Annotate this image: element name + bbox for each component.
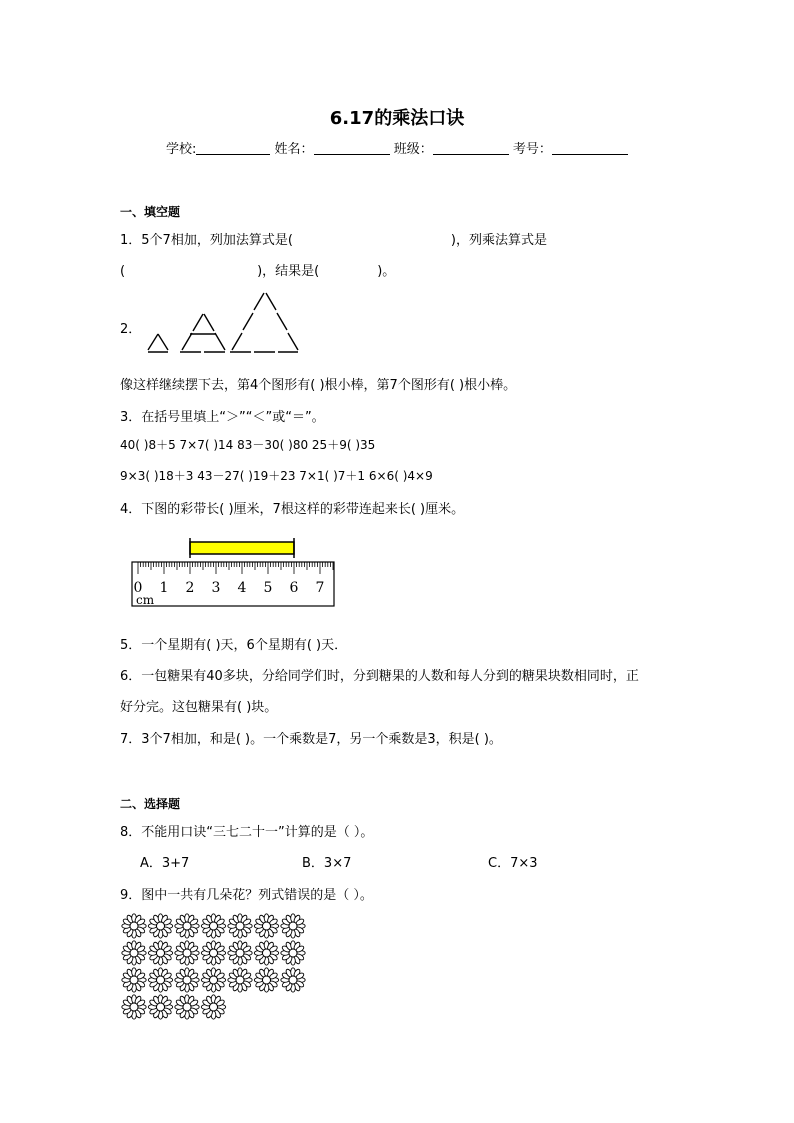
flower-icon — [122, 968, 146, 992]
ruler-number: 4 — [237, 580, 247, 596]
school-blank[interactable] — [196, 140, 270, 155]
ruler-number: 3 — [211, 580, 221, 596]
name-label: 姓名： — [274, 142, 314, 157]
q8-option-b[interactable]: B．3×7 — [302, 856, 352, 871]
flower-icon — [201, 968, 225, 992]
flower-icon — [201, 995, 225, 1019]
flower-icon — [175, 995, 199, 1019]
question-3-row-1: 40( )8＋5 7×7( )14 83－30( )80 25＋9( )35 — [120, 438, 376, 452]
flower-icon — [148, 995, 172, 1019]
ruler-number: 5 — [263, 580, 273, 596]
q1-text-d: )，结果是( — [257, 264, 320, 279]
ruler-number: 6 — [289, 580, 299, 596]
flower-icon — [228, 968, 252, 992]
flower-icon — [175, 914, 199, 938]
question-1-line-2 — [120, 260, 395, 279]
ruler-number: 1 — [159, 580, 169, 596]
student-info — [166, 138, 628, 157]
flower-icon — [148, 968, 172, 992]
question-4-text: 4．下图的彩带长( )厘米，7根这样的彩带连起来长( )厘米。 — [120, 502, 465, 517]
exam-number-blank[interactable] — [552, 140, 628, 155]
section-choice-heading: 二、选择题 — [120, 797, 181, 811]
page-title: 6.17的乘法口诀 — [329, 108, 465, 129]
question-9-text: 9．图中一共有几朵花？列式错误的是（ ）。 — [120, 888, 373, 903]
question-5-text: 5．一个星期有( )天，6个星期有( )天． — [120, 638, 348, 653]
flower-icon — [281, 941, 305, 965]
ribbon — [190, 542, 294, 554]
flower-icon — [254, 968, 278, 992]
q8-option-c[interactable]: C．7×3 — [488, 856, 538, 871]
exam-number-label: 考号： — [512, 142, 552, 157]
question-3-row-2: 9×3( )18＋3 43－27( )19＋23 7×1( )7＋1 6×6( )4×9 — [120, 469, 433, 483]
flower-icon — [228, 914, 252, 938]
q1-text-a: 1．5个7相加，列加法算式是( — [120, 233, 293, 248]
flowers-figure — [118, 912, 328, 1027]
ruler-number: 0 — [133, 580, 143, 596]
flower-icon — [201, 914, 225, 938]
ruler-number: 2 — [185, 580, 195, 596]
question-2-number: 2． — [120, 322, 142, 337]
flower-icon — [148, 941, 172, 965]
ruler-unit: cm — [136, 593, 155, 607]
question-6-line-1: 6．一包糖果有40多块，分给同学们时，分到糖果的人数和每人分到的糖果块数相同时，正 — [120, 669, 639, 684]
class-label: 班级： — [393, 142, 433, 157]
q1-text-b: )，列乘法算式是 — [450, 233, 547, 248]
flower-icon — [281, 968, 305, 992]
question-2-text: 像这样继续摆下去，第4个图形有( )根小棒，第7个图形有( )根小棒。 — [120, 378, 517, 393]
question-6-line-2: 好分完。这包糖果有( )块。 — [120, 700, 278, 715]
q1-text-c: ( — [120, 264, 126, 279]
flower-icon — [281, 914, 305, 938]
ruler-figure — [130, 538, 340, 610]
stick-triangles-figure — [140, 288, 310, 358]
flower-icon — [122, 995, 146, 1019]
q1-text-e: )。 — [377, 264, 396, 279]
flower-icon — [254, 941, 278, 965]
flower-icon — [175, 941, 199, 965]
question-3-text: 3．在括号里填上“＞”“＜”或“＝”。 — [120, 410, 325, 425]
name-blank[interactable] — [314, 140, 390, 155]
school-label: 学校: — [166, 142, 197, 157]
flower-icon — [228, 941, 252, 965]
flower-icon — [122, 914, 146, 938]
flower-icon — [175, 968, 199, 992]
flower-icon — [122, 941, 146, 965]
class-blank[interactable] — [433, 140, 509, 155]
question-7-text: 7．3个7相加，和是( )。一个乘数是7，另一个乘数是3，积是( )。 — [120, 732, 502, 747]
q8-option-a[interactable]: A．3+7 — [140, 856, 190, 871]
ruler-number: 7 — [315, 580, 325, 596]
question-1-line-1 — [120, 229, 547, 248]
question-8-text: 8．不能用口诀“三七二十一”计算的是（ ）。 — [120, 825, 374, 840]
flower-icon — [148, 914, 172, 938]
section-fill-blank-heading: 一、填空题 — [120, 205, 181, 219]
flower-icon — [254, 914, 278, 938]
flower-icon — [201, 941, 225, 965]
